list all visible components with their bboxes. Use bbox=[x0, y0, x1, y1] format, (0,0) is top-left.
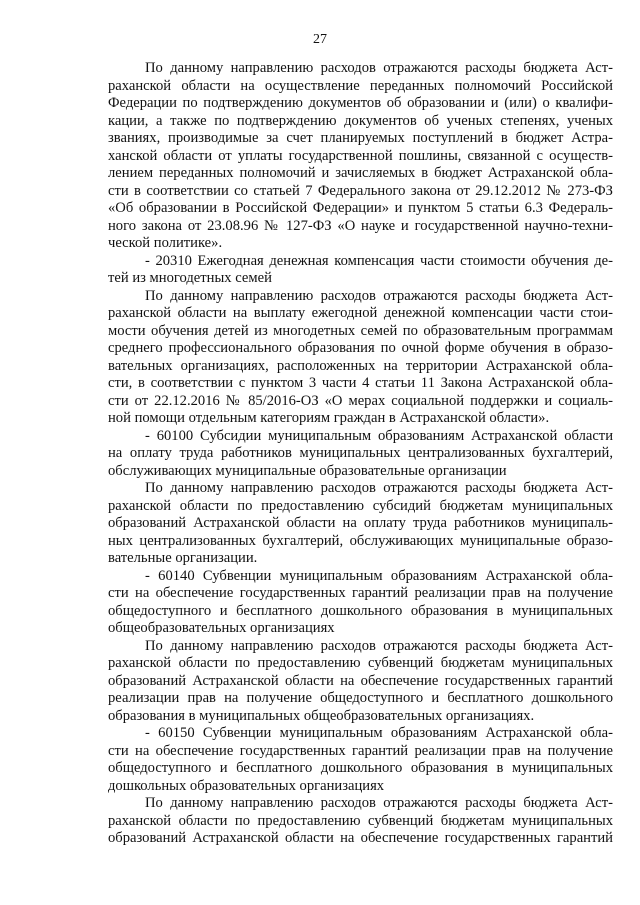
paragraph bbox=[108, 638, 613, 726]
text-line: на оплату труда работников муниципальных централизованных бухгалтерий, bbox=[108, 445, 613, 461]
text-line: Федерации по подтверждению документов об образовании и (или) о квалифи- bbox=[108, 95, 613, 111]
text-line: раханской области по предоставлению субвенций бюджетам муниципальных bbox=[108, 655, 613, 671]
text-line: образования в муниципальных общеобразовательных организациях. bbox=[108, 707, 535, 724]
text-line: вательных организациях, расположенных на территории Астраханской обла- bbox=[108, 357, 613, 374]
text-line: - 20310 Ежегодная денежная компенсация части стоимости обучения де- bbox=[145, 252, 613, 269]
text-line: образований Астраханской области на обеспечение государственных гарантий bbox=[108, 672, 613, 689]
text-line: кации, а также по подтверждению документов об ученых степенях, ученых bbox=[108, 112, 613, 129]
text-line: По данному направлению расходов отражаются расходы бюджета Аст- bbox=[145, 795, 613, 811]
text-line: среднего профессионального образования по очной форме обучения в образо- bbox=[108, 340, 613, 356]
document-body bbox=[108, 60, 613, 848]
paragraph bbox=[108, 60, 613, 253]
budget-item-heading bbox=[108, 428, 613, 481]
text-line: ного закона от 23.08.96 № 127-ФЗ «О науке и государственной научно-техни- bbox=[108, 217, 613, 234]
text-line: дошкольных образовательных организациях bbox=[108, 777, 385, 794]
text-line: По данному направлению расходов отражаются расходы бюджета Аст- bbox=[145, 480, 613, 496]
text-line: образований Астраханской области на обеспечение государственных гарантий bbox=[108, 830, 613, 846]
text-line: общедоступного и бесплатного дошкольного образования в муниципальных bbox=[108, 760, 613, 776]
text-line: реализации прав на получение общедоступного и бесплатного дошкольного bbox=[108, 690, 613, 706]
text-line: По данному направлению расходов отражаются расходы бюджета Аст- bbox=[145, 637, 613, 654]
budget-item-heading bbox=[108, 253, 613, 288]
budget-item-heading bbox=[108, 568, 613, 638]
text-line: сти, в соответствии с пунктом 3 части 4 статьи 11 Закона Астраханской обла- bbox=[108, 375, 613, 391]
text-line: - 60150 Субвенции муниципальным образованиям Астраханской обла- bbox=[145, 725, 613, 741]
text-line: ной помощи отдельным категориям граждан в Астраханской области». bbox=[108, 410, 550, 426]
text-line: раханской области на выплату ежегодной денежной компенсации части стои- bbox=[108, 305, 613, 321]
text-line: общеобразовательных организациях bbox=[108, 620, 335, 636]
page-number: 27 bbox=[313, 32, 327, 47]
text-line: - 60140 Субвенции муниципальным образованиям Астраханской обла- bbox=[145, 567, 613, 584]
text-line: - 60100 Субсидии муниципальным образованиям Астраханской области bbox=[145, 427, 613, 444]
text-line: образований Астраханской области на оплату труда работников муниципаль- bbox=[108, 515, 613, 531]
text-line: По данному направлению расходов отражаются расходы бюджета Аст- bbox=[145, 60, 613, 76]
text-line: «Об образовании в Российской Федерации» и пунктом 5 статьи 6.3 Федераль- bbox=[108, 200, 613, 216]
text-line: сти в соответствии со статьей 7 Федерального закона от 29.12.2012 № 273-ФЗ bbox=[108, 182, 613, 199]
text-line: лением переданных полномочий и зачисляемых в бюджет Астраханской обла- bbox=[108, 165, 613, 181]
text-line: сти от 22.12.2016 № 85/2016-ОЗ «О мерах социальной поддержки и социаль- bbox=[108, 392, 613, 409]
paragraph bbox=[108, 480, 613, 568]
text-line: званиях, производимые за счет планируемых поступлений в бюджет Астра- bbox=[108, 130, 613, 146]
text-line: тей из многодетных семей bbox=[108, 270, 272, 286]
text-line: ных централизованных бухгалтерий, обслуживающих муниципальные образо- bbox=[108, 532, 613, 549]
text-line: ханской области от уплаты государственной пошлины, связанной с осуществ- bbox=[108, 147, 613, 164]
paragraph bbox=[108, 795, 613, 848]
paragraph bbox=[108, 288, 613, 428]
text-line: сти на обеспечение государственных гарантий реализации прав на получение bbox=[108, 742, 613, 759]
text-line: ческой политике». bbox=[108, 235, 223, 251]
text-line: раханской области по предоставлению субсидий бюджетам муниципальных bbox=[108, 497, 613, 514]
text-line: сти на обеспечение государственных гарантий реализации прав на получение bbox=[108, 585, 613, 601]
text-line: раханской области на осуществление переданных полномочий Российской bbox=[108, 77, 613, 94]
text-line: вательные организации. bbox=[108, 550, 258, 566]
text-line: общедоступного и бесплатного дошкольного образования в муниципальных bbox=[108, 602, 613, 619]
budget-item-heading bbox=[108, 725, 613, 795]
text-line: По данному направлению расходов отражаются расходы бюджета Аст- bbox=[145, 287, 613, 304]
text-line: обслуживающих муниципальные образовательные организации bbox=[108, 462, 507, 479]
text-line: мости обучения детей из многодетных семей по образовательным программам bbox=[108, 322, 613, 339]
text-line: раханской области по предоставлению субвенций бюджетам муниципальных bbox=[108, 812, 613, 829]
